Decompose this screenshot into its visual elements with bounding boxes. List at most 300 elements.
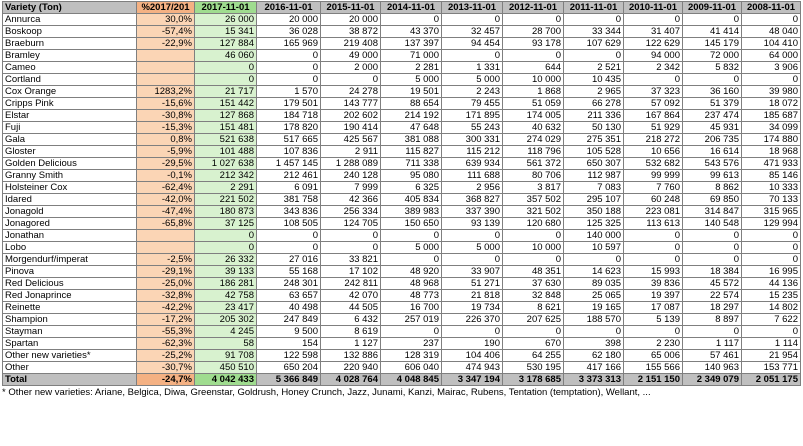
table-row [3,350,801,362]
tonnage-cell: 10 656 [624,146,683,158]
tonnage-cell: 300 331 [442,134,503,146]
change-pct-cell: -42,0% [137,194,195,206]
change-pct-cell: -29,1% [137,266,195,278]
table-row [3,38,801,50]
change-pct-cell [137,74,195,86]
tonnage-cell: 16 700 [381,302,442,314]
tonnage-cell: 207 625 [503,314,564,326]
variety-cell: Cox Orange [3,86,137,98]
variety-cell: Bramley [3,50,137,62]
table-row [3,134,801,146]
tonnage-cell: 14 623 [564,266,624,278]
tonnage-cell: 48 773 [381,290,442,302]
tonnage-cell: 242 811 [321,278,381,290]
tonnage-cell: 0 [257,242,321,254]
column-header: 2014-11-01 [381,2,442,14]
tonnage-cell: 85 146 [742,170,801,182]
variety-cell: Stayman [3,326,137,338]
tonnage-cell: 37 323 [624,86,683,98]
tonnage-cell: 2 521 [564,62,624,74]
variety-cell: Annurca [3,14,137,26]
change-pct-cell: -2,5% [137,254,195,266]
tonnage-cell: 129 994 [742,218,801,230]
tonnage-cell: 7 760 [624,182,683,194]
tonnage-cell: 1 331 [442,62,503,74]
variety-cell: Golden Delicious [3,158,137,170]
tonnage-cell: 150 650 [381,218,442,230]
tonnage-cell: 0 [742,230,801,242]
tonnage-cell: 237 [381,338,442,350]
table-row [3,122,801,134]
table-row [3,362,801,374]
tonnage-cell: 321 502 [503,206,564,218]
tonnage-cell: 4 028 764 [321,374,381,386]
tonnage-cell: 5 000 [381,242,442,254]
change-pct-cell [137,62,195,74]
tonnage-cell: 357 502 [503,194,564,206]
tonnage-cell: 0 [503,14,564,26]
tonnage-cell: 39 980 [742,86,801,98]
tonnage-cell: 2 911 [321,146,381,158]
production-table-container [2,1,801,399]
tonnage-cell: 33 821 [321,254,381,266]
table-row [3,14,801,26]
tonnage-cell: 248 301 [257,278,321,290]
tonnage-cell: 174 880 [742,134,801,146]
tonnage-cell: 42 070 [321,290,381,302]
tonnage-cell: 50 130 [564,122,624,134]
tonnage-cell: 275 351 [564,134,624,146]
tonnage-cell: 6 325 [381,182,442,194]
tonnage-cell: 218 272 [624,134,683,146]
tonnage-cell: 32 457 [442,26,503,38]
tonnage-cell: 127 884 [195,38,257,50]
tonnage-cell: 48 351 [503,266,564,278]
tonnage-cell: 0 [321,230,381,242]
variety-cell: Jonagored [3,218,137,230]
table-row [3,206,801,218]
tonnage-cell: 0 [195,62,257,74]
column-header: 2009-11-01 [683,2,742,14]
tonnage-cell: 23 417 [195,302,257,314]
tonnage-cell: 5 000 [381,74,442,86]
tonnage-cell: 14 802 [742,302,801,314]
change-pct-cell: -32,8% [137,290,195,302]
tonnage-cell: 51 929 [624,122,683,134]
tonnage-cell: 2 956 [442,182,503,194]
variety-cell: Red Jonaprince [3,290,137,302]
tonnage-cell: 25 065 [564,290,624,302]
tonnage-cell: 405 834 [381,194,442,206]
tonnage-cell: 66 278 [564,98,624,110]
tonnage-cell: 2 965 [564,86,624,98]
tonnage-cell: 8 862 [683,182,742,194]
table-row [3,74,801,86]
tonnage-cell: 33 344 [564,26,624,38]
tonnage-cell: 543 576 [683,158,742,170]
variety-cell: Shampion [3,314,137,326]
tonnage-cell: 17 102 [321,266,381,278]
tonnage-cell: 143 777 [321,98,381,110]
variety-cell: Holsteiner Cox [3,182,137,194]
tonnage-cell: 69 850 [683,194,742,206]
tonnage-cell: 3 347 194 [442,374,503,386]
tonnage-cell: 1 117 [683,338,742,350]
tonnage-cell: 115 827 [381,146,442,158]
tonnage-cell: 5 139 [624,314,683,326]
change-pct-cell: -0,1% [137,170,195,182]
tonnage-cell: 0 [624,242,683,254]
tonnage-cell: 0 [503,50,564,62]
tonnage-cell: 19 734 [442,302,503,314]
tonnage-cell: 532 682 [624,158,683,170]
tonnage-cell: 88 654 [381,98,442,110]
tonnage-cell: 21 717 [195,86,257,98]
tonnage-cell: 220 940 [321,362,381,374]
column-header: 2011-11-01 [564,2,624,14]
tonnage-cell: 212 461 [257,170,321,182]
tonnage-cell: 1 027 638 [195,158,257,170]
change-pct-cell: -22,9% [137,38,195,50]
tonnage-cell: 0 [321,74,381,86]
tonnage-cell: 55 168 [257,266,321,278]
tonnage-cell: 165 969 [257,38,321,50]
tonnage-cell: 48 968 [381,278,442,290]
tonnage-cell: 186 281 [195,278,257,290]
tonnage-cell: 179 501 [257,98,321,110]
total-row [3,374,801,386]
tonnage-cell: 171 895 [442,110,503,122]
tonnage-cell: 113 613 [624,218,683,230]
tonnage-cell: 94 000 [624,50,683,62]
tonnage-cell: 205 302 [195,314,257,326]
tonnage-cell: 140 548 [683,218,742,230]
tonnage-cell: 190 414 [321,122,381,134]
tonnage-cell: 151 442 [195,98,257,110]
tonnage-cell: 19 165 [564,302,624,314]
tonnage-cell: 650 307 [564,158,624,170]
change-pct-cell: 0,8% [137,134,195,146]
tonnage-cell: 606 040 [381,362,442,374]
tonnage-cell: 0 [257,62,321,74]
tonnage-cell: 2 000 [321,62,381,74]
tonnage-cell: 2 151 150 [624,374,683,386]
variety-cell: Gala [3,134,137,146]
tonnage-cell: 27 016 [257,254,321,266]
tonnage-cell: 3 178 685 [503,374,564,386]
tonnage-cell: 18 968 [742,146,801,158]
change-pct-cell: -62,4% [137,182,195,194]
variety-cell: Jonagold [3,206,137,218]
tonnage-cell: 0 [742,254,801,266]
tonnage-cell: 343 836 [257,206,321,218]
table-row [3,98,801,110]
variety-cell: Elstar [3,110,137,122]
tonnage-cell: 118 796 [503,146,564,158]
tonnage-cell: 28 700 [503,26,564,38]
column-header: %2017/201 [137,2,195,14]
tonnage-cell: 7 999 [321,182,381,194]
tonnage-cell: 45 931 [683,122,742,134]
variety-cell: Red Delicious [3,278,137,290]
tonnage-cell: 2 342 [624,62,683,74]
tonnage-cell: 211 336 [564,110,624,122]
tonnage-cell: 80 706 [503,170,564,182]
tonnage-cell: 0 [381,14,442,26]
tonnage-cell: 140 000 [564,230,624,242]
tonnage-cell: 2 243 [442,86,503,98]
tonnage-cell: 0 [742,242,801,254]
tonnage-cell: 650 204 [257,362,321,374]
tonnage-cell: 350 188 [564,206,624,218]
tonnage-cell: 58 [195,338,257,350]
tonnage-cell: 64 000 [742,50,801,62]
tonnage-cell: 0 [195,242,257,254]
apple-production-table [2,1,801,386]
change-pct-cell: -30,8% [137,110,195,122]
tonnage-cell: 36 160 [683,86,742,98]
tonnage-cell: 34 099 [742,122,801,134]
tonnage-cell: 122 629 [624,38,683,50]
tonnage-cell: 33 907 [442,266,503,278]
tonnage-cell: 0 [257,230,321,242]
tonnage-cell: 0 [683,14,742,26]
change-pct-cell: -5,9% [137,146,195,158]
tonnage-cell: 6 432 [321,314,381,326]
tonnage-cell: 10 435 [564,74,624,86]
tonnage-cell: 314 847 [683,206,742,218]
tonnage-cell: 0 [381,230,442,242]
table-row [3,266,801,278]
tonnage-cell: 315 965 [742,206,801,218]
tonnage-cell: 670 [503,338,564,350]
table-row [3,110,801,122]
tonnage-cell: 105 528 [564,146,624,158]
tonnage-cell: 39 133 [195,266,257,278]
tonnage-cell: 63 657 [257,290,321,302]
tonnage-cell: 32 848 [503,290,564,302]
tonnage-cell: 0 [624,74,683,86]
change-pct-cell: -62,3% [137,338,195,350]
tonnage-cell: 450 510 [195,362,257,374]
tonnage-cell: 389 983 [381,206,442,218]
tonnage-cell: 15 341 [195,26,257,38]
change-pct-cell: -25,2% [137,350,195,362]
tonnage-cell: 40 498 [257,302,321,314]
variety-cell: Gloster [3,146,137,158]
tonnage-cell: 45 572 [683,278,742,290]
tonnage-cell: 639 934 [442,158,503,170]
tonnage-cell: 0 [624,254,683,266]
variety-cell: Jonathan [3,230,137,242]
column-header: Variety (Ton) [3,2,137,14]
tonnage-cell: 0 [564,50,624,62]
column-header: 2012-11-01 [503,2,564,14]
tonnage-cell: 37 125 [195,218,257,230]
tonnage-cell: 51 271 [442,278,503,290]
tonnage-cell: 247 849 [257,314,321,326]
tonnage-cell: 42 758 [195,290,257,302]
tonnage-cell: 206 735 [683,134,742,146]
tonnage-cell: 51 059 [503,98,564,110]
change-pct-cell: -25,0% [137,278,195,290]
tonnage-cell: 2 230 [624,338,683,350]
tonnage-cell: 65 006 [624,350,683,362]
tonnage-cell: 10 000 [503,74,564,86]
tonnage-cell: 521 638 [195,134,257,146]
tonnage-cell: 40 632 [503,122,564,134]
tonnage-cell: 21 818 [442,290,503,302]
change-pct-cell: 30,0% [137,14,195,26]
variety-cell: Fuji [3,122,137,134]
tonnage-cell: 18 072 [742,98,801,110]
tonnage-cell: 57 461 [683,350,742,362]
tonnage-cell: 295 107 [564,194,624,206]
tonnage-cell: 0 [442,230,503,242]
table-row [3,242,801,254]
tonnage-cell: 47 648 [381,122,442,134]
tonnage-cell: 18 384 [683,266,742,278]
tonnage-cell: 368 827 [442,194,503,206]
tonnage-cell: 0 [564,326,624,338]
tonnage-cell: 101 488 [195,146,257,158]
tonnage-cell: 108 505 [257,218,321,230]
tonnage-cell: 5 832 [683,62,742,74]
tonnage-cell: 140 963 [683,362,742,374]
tonnage-cell: 237 474 [683,110,742,122]
tonnage-cell: 127 868 [195,110,257,122]
tonnage-cell: 57 092 [624,98,683,110]
tonnage-cell: 155 566 [624,362,683,374]
change-pct-cell [137,230,195,242]
variety-cell: Idared [3,194,137,206]
tonnage-cell: 0 [564,14,624,26]
variety-cell: Total [3,374,137,386]
tonnage-cell: 425 567 [321,134,381,146]
tonnage-cell: 0 [624,230,683,242]
tonnage-cell: 0 [381,326,442,338]
tonnage-cell: 188 570 [564,314,624,326]
column-header: 2008-11-01 [742,2,801,14]
tonnage-cell: 107 836 [257,146,321,158]
tonnage-cell: 145 179 [683,38,742,50]
table-row [3,314,801,326]
change-pct-cell [137,242,195,254]
tonnage-cell: 221 502 [195,194,257,206]
tonnage-cell: 226 370 [442,314,503,326]
tonnage-cell: 94 454 [442,38,503,50]
tonnage-cell: 0 [442,326,503,338]
tonnage-cell: 398 [564,338,624,350]
tonnage-cell: 4 048 845 [381,374,442,386]
tonnage-cell: 2 291 [195,182,257,194]
tonnage-cell: 111 688 [442,170,503,182]
tonnage-cell: 10 333 [742,182,801,194]
tonnage-cell: 256 334 [321,206,381,218]
tonnage-cell: 2 281 [381,62,442,74]
tonnage-cell: 93 178 [503,38,564,50]
tonnage-cell: 6 091 [257,182,321,194]
tonnage-cell: 26 332 [195,254,257,266]
tonnage-cell: 711 338 [381,158,442,170]
tonnage-cell: 51 379 [683,98,742,110]
table-row [3,182,801,194]
change-pct-cell: -65,8% [137,218,195,230]
variety-cell: Other new varieties* [3,350,137,362]
change-pct-cell: -47,4% [137,206,195,218]
table-row [3,194,801,206]
table-row [3,278,801,290]
table-row [3,26,801,38]
tonnage-cell: 3 906 [742,62,801,74]
tonnage-cell: 99 613 [683,170,742,182]
tonnage-cell: 7 622 [742,314,801,326]
tonnage-cell: 0 [257,74,321,86]
variety-cell: Pinova [3,266,137,278]
footnote: * Other new varieties: Ariane, Belgica, Diwa, Greenstar, Goldrush, Honey Crunch, Jazz, Junami, Kanzi, Mairac, Rubens, Tentation (temptation), Wellant, ... [2,387,651,398]
table-row [3,146,801,158]
tonnage-cell: 0 [624,326,683,338]
tonnage-cell: 0 [683,326,742,338]
tonnage-cell: 0 [381,254,442,266]
column-header: 2010-11-01 [624,2,683,14]
tonnage-cell: 120 680 [503,218,564,230]
change-pct-cell: -15,3% [137,122,195,134]
column-header: 2017-11-01 [195,2,257,14]
tonnage-cell: 185 687 [742,110,801,122]
change-pct-cell: -24,7% [137,374,195,386]
tonnage-cell: 190 [442,338,503,350]
tonnage-cell: 174 005 [503,110,564,122]
tonnage-cell: 5 000 [442,242,503,254]
change-pct-cell: -17,2% [137,314,195,326]
tonnage-cell: 0 [564,254,624,266]
tonnage-cell: 124 705 [321,218,381,230]
tonnage-cell: 1 127 [321,338,381,350]
tonnage-cell: 4 042 433 [195,374,257,386]
tonnage-cell: 151 481 [195,122,257,134]
tonnage-cell: 3 817 [503,182,564,194]
tonnage-cell: 240 128 [321,170,381,182]
table-row [3,338,801,350]
change-pct-cell: -55,3% [137,326,195,338]
tonnage-cell: 95 080 [381,170,442,182]
tonnage-cell: 3 373 313 [564,374,624,386]
tonnage-cell: 417 166 [564,362,624,374]
tonnage-cell: 0 [742,14,801,26]
tonnage-cell: 79 455 [442,98,503,110]
tonnage-cell: 16 614 [683,146,742,158]
tonnage-cell: 0 [503,326,564,338]
change-pct-cell: -42,2% [137,302,195,314]
tonnage-cell: 0 [683,242,742,254]
tonnage-cell: 41 414 [683,26,742,38]
tonnage-cell: 184 718 [257,110,321,122]
tonnage-cell: 1 288 089 [321,158,381,170]
tonnage-cell: 8 621 [503,302,564,314]
tonnage-cell: 0 [195,74,257,86]
table-row [3,218,801,230]
tonnage-cell: 337 390 [442,206,503,218]
tonnage-cell: 381 758 [257,194,321,206]
table-body [3,2,801,386]
tonnage-cell: 257 019 [381,314,442,326]
tonnage-cell: 561 372 [503,158,564,170]
change-pct-cell: -29,5% [137,158,195,170]
tonnage-cell: 49 000 [321,50,381,62]
tonnage-cell: 4 245 [195,326,257,338]
tonnage-cell: 153 771 [742,362,801,374]
